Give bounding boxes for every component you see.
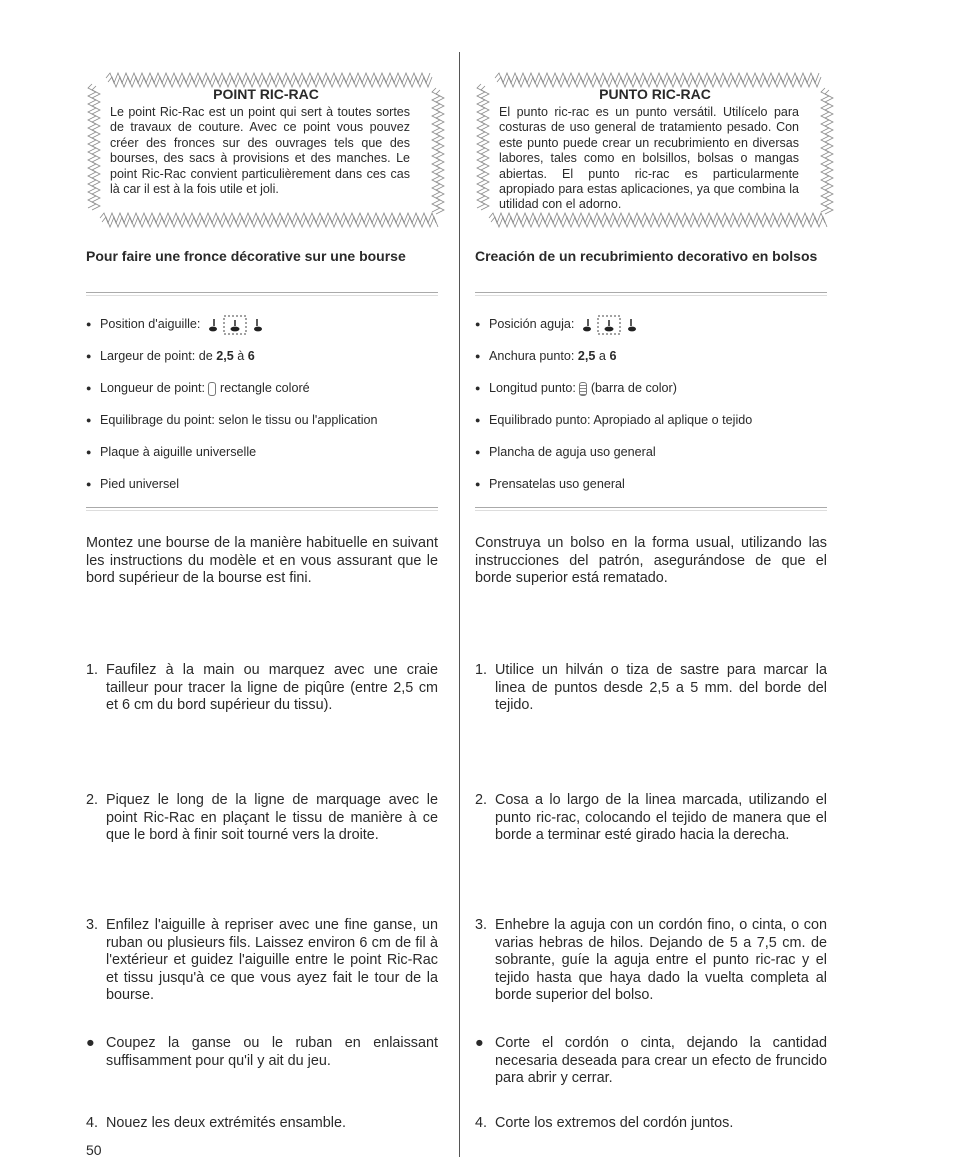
step-text: Corte los extremos del cordón juntos. bbox=[495, 1115, 734, 1131]
step-number: 1. bbox=[86, 662, 99, 678]
stitch-length-label: Longueur de point: bbox=[100, 381, 206, 395]
needle-position-item bbox=[475, 308, 835, 340]
box-title: POINT RIC-RAC bbox=[213, 86, 319, 102]
step-text: Piquez le long de la ligne de marquage avec le point Ric-Rac en plaçant le tissu de manière à ce que le bord à finir soit tourné vers la droite. bbox=[106, 792, 438, 844]
presser-foot-item: ● Pied universel bbox=[86, 468, 446, 500]
settings-list bbox=[475, 308, 835, 500]
step-2 bbox=[86, 792, 438, 845]
step-text: Utilice un hilván o tiza de sastre para marcar la linea de puntos desde 2,5 a 5 mm. del borde del tejido. bbox=[495, 662, 827, 714]
stitch-length-value: rectangle coloré bbox=[220, 381, 310, 395]
page-number: 50 bbox=[86, 1142, 102, 1158]
box-title: PUNTO RIC-RAC bbox=[599, 86, 711, 102]
stitch-width-min: 2,5 bbox=[577, 349, 596, 363]
step-text: Cosa a lo largo de la linea marcada, utilizando el punto ric-rac, colocando el tejido de manera que el borde a terminar esté girado hacia la derecha. bbox=[495, 792, 827, 844]
stitch-width-sep: a bbox=[595, 349, 610, 363]
intro-paragraph: Construya un bolso en la forma usual, utilizando las instrucciones del patrón, asegurándose de que el borde superior está rematado. bbox=[475, 535, 827, 587]
step-1 bbox=[86, 662, 438, 715]
stitch-width-label: Largeur de point: de bbox=[100, 349, 217, 363]
stitch-length-item bbox=[475, 372, 835, 404]
step-number: 3. bbox=[86, 917, 99, 933]
step-number: 1. bbox=[475, 662, 488, 678]
stitch-width-label: Anchura punto: bbox=[489, 349, 578, 363]
stitch-balance-item: ● Equilibrage du point: selon le tissu ou l'application bbox=[86, 404, 446, 436]
stitch-width-sep: à bbox=[233, 349, 248, 363]
bullet-note bbox=[86, 1035, 438, 1070]
rule-bottom bbox=[86, 507, 438, 511]
needle-position-icon bbox=[582, 314, 638, 336]
stitch-length-item bbox=[86, 372, 446, 404]
step-text: Enfilez l'aiguille à repriser avec une fine ganse, un ruban ou plusieurs fils. Laissez environ 6 cm de fil à l'extérieur et guidez l'aiguille entre le point Ric-Rac et tissu jusqu'à ce que vous ayez fait le tour de la bourse. bbox=[106, 917, 438, 1004]
step-2 bbox=[475, 792, 827, 845]
needle-plate-item: ● Plaque à aiguille universelle bbox=[86, 436, 446, 468]
ricrac-info-box bbox=[86, 70, 446, 230]
stitch-length-label: Longitud punto: bbox=[489, 381, 576, 395]
stitch-length-value: (barra de color) bbox=[590, 381, 677, 395]
needle-plate-item: ● Plancha de aguja uso general bbox=[475, 436, 835, 468]
stitch-width-item bbox=[86, 340, 446, 372]
step-number: 2. bbox=[475, 792, 488, 808]
box-text: El punto ric-rac es un punto versátil. Utilícelo para costuras de uso general de tratamiento pesado. Con este punto puede crear un recubrimiento en diversas labores, tales como en bolsillos, bolsas o mangas abiertas. El punto ric-rac es particularmente apropiado para estas aplicaciones, ya que combina la utilidad con el adorno. bbox=[499, 105, 799, 212]
needle-position-label: Posición aguja: bbox=[489, 317, 575, 331]
step-text: Nouez les deux extrémités ensamble. bbox=[106, 1115, 346, 1131]
intro-paragraph: Montez une bourse de la manière habituelle en suivant les instructions du modèle et en vous assurant que le bord supérieur de la bourse est fini. bbox=[86, 535, 438, 587]
rule-top bbox=[475, 292, 827, 296]
column-divider bbox=[459, 52, 460, 1157]
stitch-width-item bbox=[475, 340, 835, 372]
settings-list bbox=[86, 308, 446, 500]
step-3 bbox=[86, 917, 438, 1005]
step-text: Faufilez à la main ou marquez avec une craie tailleur pour tracer la ligne de piqûre (entre 2,5 cm et 6 cm du bord supérieur du tissu). bbox=[106, 662, 438, 714]
box-text: Le point Ric-Rac est un point qui sert à toutes sortes de travaux de couture. Avec ce point vous pouvez créer des fronces sur des ouvrages tels que des bourses, des sacs à provisions et des manches. Le point Ric-Rac convient particulièrement dans ces cas là car il est à la fois utile et joli. bbox=[110, 105, 410, 197]
bullet-text: Corte el cordón o cinta, dejando la cantidad necesaria deseada para crear un efecto de fruncido para abrir y cerrar. bbox=[495, 1035, 827, 1087]
step-text: Enhebre la aguja con un cordón fino, o cinta, o con varias hebras de hilos. Dejando de 5 a 7,5 cm. de sobrante, guíe la aguja entre el punto ric-rac y el tejido hasta que haya dado la vuelta completa al borde superior del bolso. bbox=[495, 917, 827, 1004]
color-bar-icon bbox=[579, 382, 587, 396]
step-number: 2. bbox=[86, 792, 99, 808]
rule-top bbox=[86, 292, 438, 296]
step-4 bbox=[475, 1115, 827, 1133]
step-number: 4. bbox=[475, 1115, 488, 1131]
ricrac-info-box bbox=[475, 70, 835, 230]
presser-foot-item: ● Prensatelas uso general bbox=[475, 468, 835, 500]
stitch-width-max: 6 bbox=[247, 349, 255, 363]
step-3 bbox=[475, 917, 827, 1005]
step-number: 4. bbox=[86, 1115, 99, 1131]
bullet-text: Coupez la ganse ou le ruban en enlaissant suffisamment pour qu'il y ait du jeu. bbox=[106, 1035, 438, 1069]
stitch-width-min: 2,5 bbox=[216, 349, 234, 363]
bullet-icon: ● bbox=[475, 1035, 484, 1051]
color-bar-icon bbox=[208, 382, 216, 396]
step-4 bbox=[86, 1115, 438, 1133]
bullet-note bbox=[475, 1035, 827, 1088]
section-heading: Creación de un recubrimiento decorativo en bolsos bbox=[475, 248, 818, 264]
needle-position-item bbox=[86, 308, 446, 340]
needle-position-icon bbox=[208, 314, 264, 336]
stitch-width-max: 6 bbox=[609, 349, 617, 363]
stitch-balance-item: ● Equilibrado punto: Apropiado al aplique o tejido bbox=[475, 404, 835, 436]
section-heading: Pour faire une fronce décorative sur une bourse bbox=[86, 248, 406, 264]
step-1 bbox=[475, 662, 827, 715]
rule-bottom bbox=[475, 507, 827, 511]
bullet-icon: ● bbox=[86, 1035, 95, 1051]
step-number: 3. bbox=[475, 917, 488, 933]
needle-position-label: Position d'aiguille: bbox=[100, 317, 201, 331]
